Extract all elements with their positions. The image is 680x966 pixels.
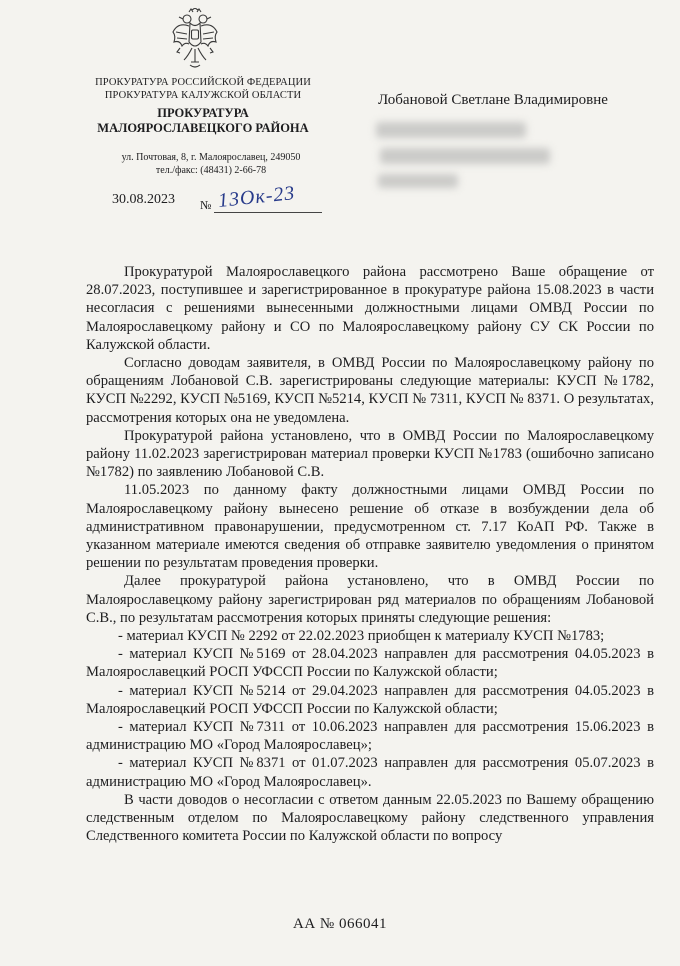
double-headed-eagle-emblem-icon [170,8,220,70]
list-item: - материал КУСП №7311 от 10.06.2023 направлен для рассмотрения 15.06.2023 в администрацию МО «Город Малоярославец»; [86,719,654,754]
number-underline [214,212,322,213]
org-line-1: ПРОКУРАТУРА РОССИЙСКОЙ ФЕДЕРАЦИИ [95,77,311,88]
phone-line: тел./факс: (48431) 2-66-78 [155,164,267,176]
paragraph-4: 11.05.2023 по данному факту должностными лицами ОМВД России по Малоярославецкому району вынесено решение об отказе в возбуждении дела об административном правонарушении, предусмотренном ст. 7.17 КоАП РФ. Также в указанном материале имеются сведения об отправке заявителю уведомления о принятом решении по результатам проведения проверки. [86,482,654,572]
paragraph-6: В части доводов о несогласии с ответом данным 22.05.2023 по Вашему обращению следственным отделом по Малоярославецкому району следственного управления Следственного комитета России по Калужской области по вопросу [86,791,654,845]
office-title-line-2: МАЛОЯРОСЛАВЕЦКОГО РАЙОНА [97,121,309,135]
redacted-address-line-2 [380,148,550,164]
paragraph-5: Далее прокуратурой района установлено, что в ОМВД России по Малоярославецкому району зарегистрирован ряд материалов по обращениям Лобановой С.В., по результатам рассмотрения которых приняты следующие решения: [86,573,654,626]
paragraph-2: Согласно доводам заявителя, в ОМВД России по Малоярославецкому району по обращениям Лобановой С.В. зарегистрированы следующие материалы: КУСП №1782, КУСП №2292, КУСП №5169, КУСП №5214, КУСП № 7311, КУСП № 8371. О результатах, рассмотрения которых она не уведомлена. [86,355,654,426]
redacted-address-line-1 [376,122,526,138]
org-line-2: ПРОКУРАТУРА КАЛУЖСКОЙ ОБЛАСТИ [104,90,302,101]
sender-address [96,152,326,177]
redacted-address-line-3 [378,174,458,188]
list-item: - материал КУСП №5214 от 29.04.2023 направлен для рассмотрения 04.05.2023 в Малоярославецкий РОСП УФССП России по Калужской области; [86,682,654,717]
date-and-number [112,182,352,218]
sender-header [58,76,348,136]
number-sign: № [200,198,212,212]
list-item: - материал КУСП № 2292 от 22.02.2023 приобщен к материалу КУСП №1783; [118,628,605,645]
paragraph-3: Прокуратурой района установлено, что в ОМВД России по Малоярославецкому району 11.02.2023 зарегистрирован материал проверки КУСП №1783 (ошибочно записано №1782) по заявлению Лобановой С.В. [86,427,654,481]
list-item: - материал КУСП №8371 от 01.07.2023 направлен для рассмотрения 05.07.2023 в администрацию МО «Город Малоярославец». [86,755,654,790]
handwritten-reference-number: 13Ок-23 [217,182,297,212]
letter-body [86,263,654,846]
list-item: - материал КУСП №5169 от 28.04.2023 направлен для рассмотрения 04.05.2023 в Малоярославецкий РОСП УФССП России по Калужской области; [86,646,654,681]
office-title-line-1: ПРОКУРАТУРА [157,106,249,120]
letter-date: 30.08.2023 [112,192,175,207]
form-serial-number: АА № 066041 [293,916,387,932]
address-line: ул. Почтовая, 8, г. Малоярославец, 249050 [121,152,301,163]
paragraph-1: Прокуратурой Малоярославецкого района рассмотрено Ваше обращение от 28.07.2023, поступившее и зарегистрированное в прокуратуре района 15.08.2023 в части несогласия с решениями вынесенными должностными лицами ОМВД России по Малоярославецкому району и СО по Малоярославецкому району СУ СК России по Калужской области. [86,264,654,353]
addressee-name: Лобановой Светлане Владимировне [378,92,608,108]
